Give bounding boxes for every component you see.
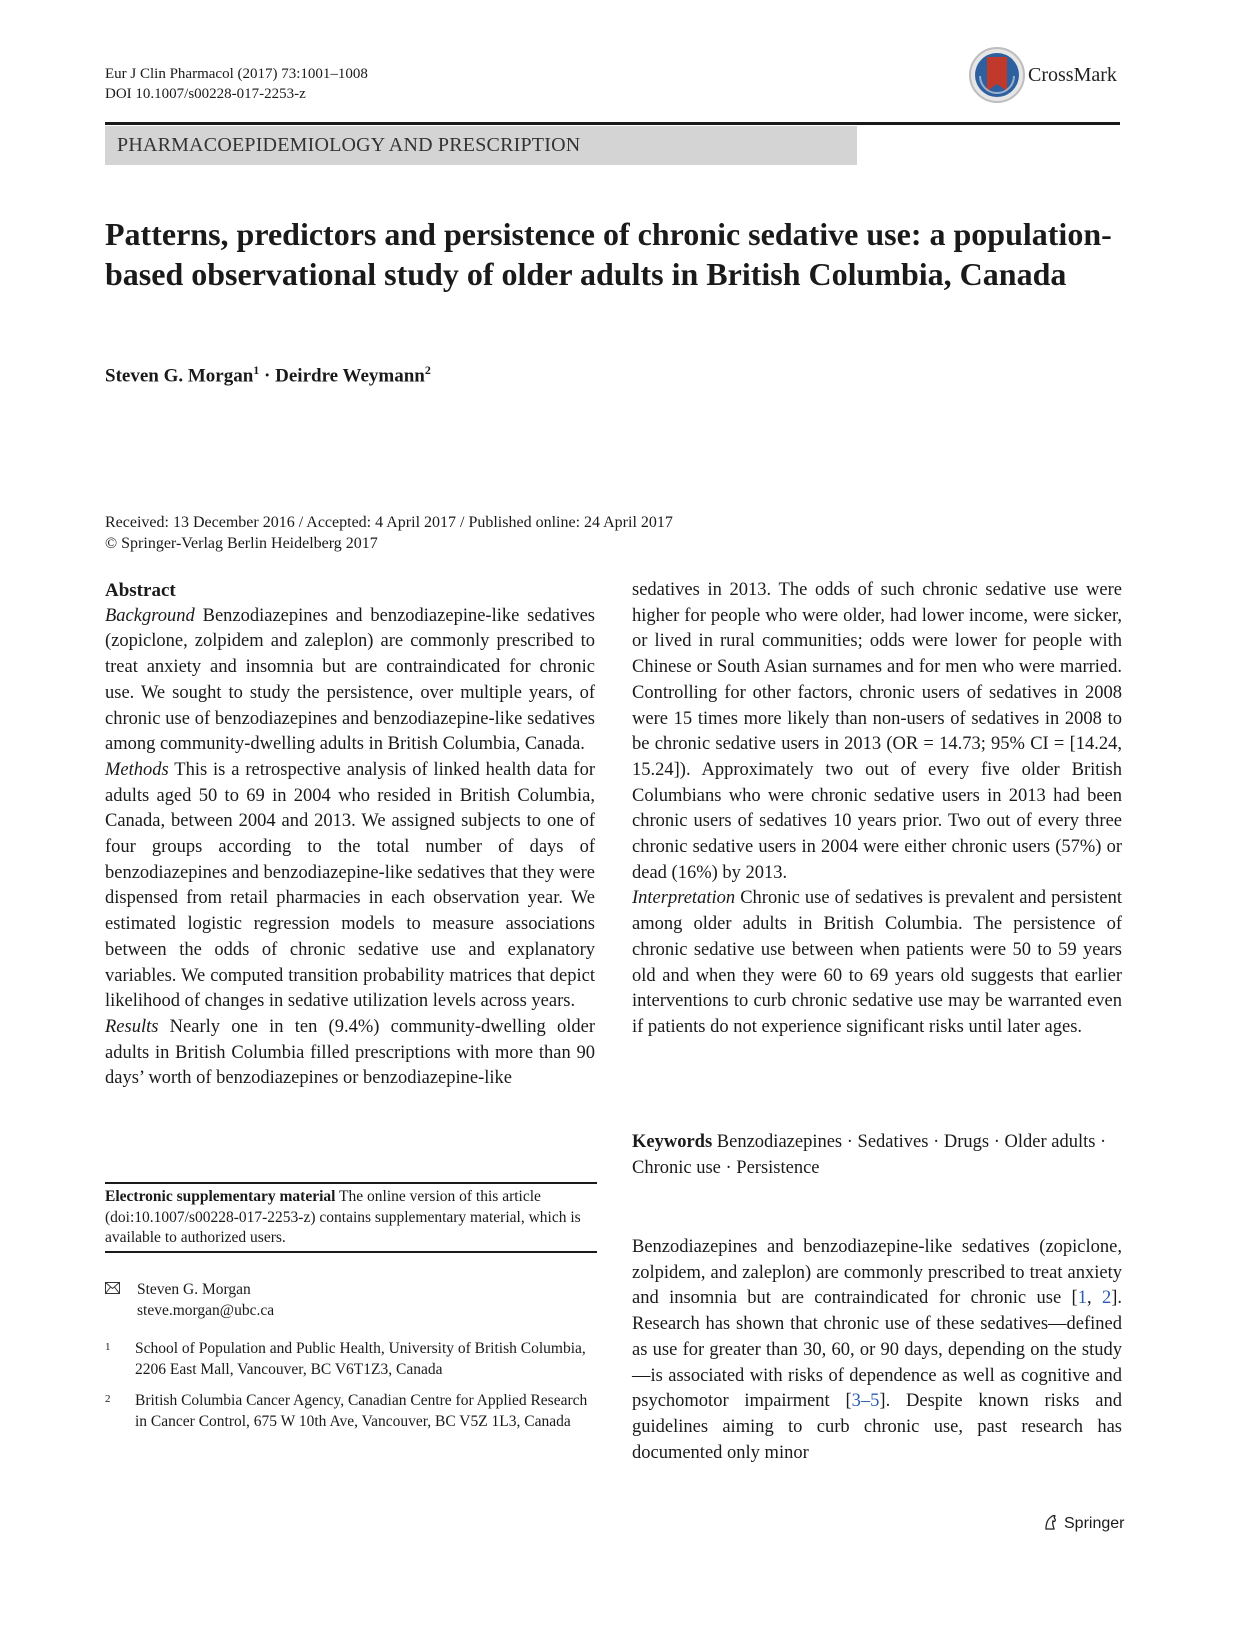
background-label: Background: [105, 605, 195, 626]
affiliation-2-text: British Columbia Cancer Agency, Canadian Centre for Applied Research in Cancer Control, 675 W 10th Ave, Vancouver, BC V5Z 1L3, Canada: [135, 1392, 588, 1430]
abstract-heading: Abstract: [105, 580, 176, 601]
keywords-text: Benzodiazepines · Sedatives · Drugs · Older adults · Chronic use · Persistence: [632, 1132, 1107, 1178]
esm-label: Electronic supplementary material: [105, 1188, 336, 1205]
publisher-name: Springer: [1064, 1515, 1125, 1532]
affiliation-2-number: 2: [105, 1393, 111, 1405]
methods-text: This is a retrospective analysis of linked health data for adults aged 50 to 69 in 2004 who resided in British Columbia, Canada, between 2004 and 2013. We assigned subjects to one of four groups according to the total number of days of benzodiazepines and benzodiazepine-like sedatives that they were dispensed from retail pharmacies in each observation year. We estimated logistic regression models to measure associations between the odds of chronic sedative use and explanatory variables. We computed transition probability matrices that depict likelihood of changes in sedative utilization levels across years.: [105, 759, 595, 1012]
journal-citation: [105, 64, 368, 104]
interpretation-text: Chronic use of sedatives is prevalent and persistent among older adults in British Columbia. The persistence of chronic sedative use between when patients were 50 to 59 years old and when they were 60 to 69 years old suggests that earlier interventions to curb chronic sedative use may be warranted even if patients do not experience significant risks until later ages.: [632, 888, 1122, 1037]
affiliation-1-text: School of Population and Public Health, University of British Columbia, 2206 East Mall, Vancouver, BC V6T1Z3, Canada: [135, 1340, 586, 1378]
citation-link-2[interactable]: 2: [1101, 1288, 1112, 1309]
abstract-left-column: [105, 578, 595, 1092]
keywords-paragraph: [632, 1130, 1122, 1181]
crossmark-badge[interactable]: [968, 46, 1118, 106]
author-1[interactable]: Steven G. Morgan: [105, 365, 254, 387]
abstract-interpretation: [632, 886, 1122, 1040]
abstract-methods: [105, 758, 595, 1015]
intro-text-b: ,: [1086, 1288, 1102, 1309]
keywords-label: Keywords: [632, 1132, 713, 1152]
envelope-icon: [105, 1282, 120, 1294]
journal-doi: DOI 10.1007/s00228-017-2253-z: [105, 86, 306, 102]
abstract-background: [105, 604, 595, 758]
background-text: Benzodiazepines and benzodiazepine-like sedatives (zopiclone, zolpidem and zaleplon) are commonly prescribed to treat anxiety and insomnia but are contraindicated for chronic use. We sought to study the persistence, over multiple years, of chronic use of benzodiazepines and benzodiazepine-like sedatives among community-dwelling adults in British Columbia, Canada.: [105, 605, 595, 755]
received-accepted-published: Received: 13 December 2016 / Accepted: 4 April 2017 / Published online: 24 April 2017: [105, 514, 673, 531]
journal-line-1: Eur J Clin Pharmacol (2017) 73:1001–1008: [105, 66, 368, 82]
author-2-affiliation: 2: [424, 363, 431, 377]
abstract-right-column: [632, 578, 1122, 1041]
article-title: Patterns, predictors and persistence of chronic sedative use: a population-based observational study of older adults in British Columbia, Canada: [105, 216, 1112, 292]
header-rule: [105, 122, 1120, 125]
results-label: Results: [105, 1016, 159, 1037]
interpretation-label: Interpretation: [632, 888, 736, 909]
crossmark-icon: [968, 46, 1026, 104]
intro-text-c: ]. Research has shown that chronic use of these sedatives—defined as use for greater than 30, 60, or 90 days, depending on the study—is associated with risks of dependence as well as cognitive and psychomotor impairment [: [632, 1288, 1123, 1412]
affiliation-1-number: 1: [105, 1341, 111, 1353]
results-text-left: Nearly one in ten (9.4%) community-dwelling older adults in British Columbia filled prescriptions with more than 90 days’ worth of benzodiazepines or benzodiazepine-like: [105, 1016, 595, 1089]
contact-email[interactable]: steve.morgan@ubc.ca: [137, 1302, 275, 1319]
methods-label: Methods: [105, 759, 169, 780]
category-label: PHARMACOEPIDEMIOLOGY AND PRESCRIPTION: [117, 134, 581, 156]
footnote-rule-top: [105, 1182, 597, 1184]
springer-horse-icon: [1042, 1513, 1060, 1531]
footnote-rule-bottom: [105, 1251, 597, 1253]
intro-paragraph: [632, 1235, 1122, 1466]
category-band: [105, 126, 857, 165]
abstract-results-start: [105, 1015, 595, 1092]
copyright-line: © Springer-Verlag Berlin Heidelberg 2017: [105, 535, 378, 552]
publication-dates: [105, 512, 673, 554]
results-text-right: sedatives in 2013. The odds of such chronic sedative use were higher for people who were older, had lower income, were sicker, or lived in rural communities; odds were lower for people with Chinese or South Asian surnames and for men who were married. Controlling for other factors, chronic users of sedatives in 2008 were 15 times more likely than non-users of sedatives in 2008 to be chronic sedative users in 2013 (OR = 14.73; 95% CI = [14.24, 15.24]). Approximately two out of every five older British Columbians who were chronic sedative users in 2013 had been chronic users of sedatives 10 years prior. Two out of every three chronic sedative users in 2004 were either chronic users (57%) or dead (16%) by 2013.: [632, 580, 1122, 883]
citation-link-1[interactable]: 1: [1077, 1288, 1087, 1309]
publisher-logo: [1042, 1513, 1124, 1533]
citation-link-3-5[interactable]: 3–5: [851, 1391, 880, 1412]
intro-text-a: Benzodiazepines and benzodiazepine-like sedatives (zopiclone, zolpidem, and zaleplon) are commonly prescribed to treat anxiety and insomnia but are contraindicated for chronic use [: [632, 1237, 1122, 1309]
esm-text: The online version of this article (doi:10.1007/s00228-017-2253-z) contains supplementary material, which is available to authorized users.: [105, 1188, 581, 1246]
introduction-block: [632, 1235, 1122, 1466]
author-separator: ·: [259, 365, 276, 387]
author-list: [105, 363, 431, 387]
supplementary-material-note: [105, 1187, 597, 1249]
contact-name: Steven G. Morgan: [137, 1281, 251, 1298]
intro-text-d: ]. Despite known risks and guidelines aiming to curb chronic use, past research has documented only minor: [632, 1391, 1122, 1463]
keywords-block: [632, 1130, 1122, 1181]
author-2[interactable]: Deirdre Weymann: [275, 365, 425, 387]
author-1-affiliation: 1: [253, 363, 260, 377]
crossmark-label: CrossMark: [1028, 64, 1117, 86]
